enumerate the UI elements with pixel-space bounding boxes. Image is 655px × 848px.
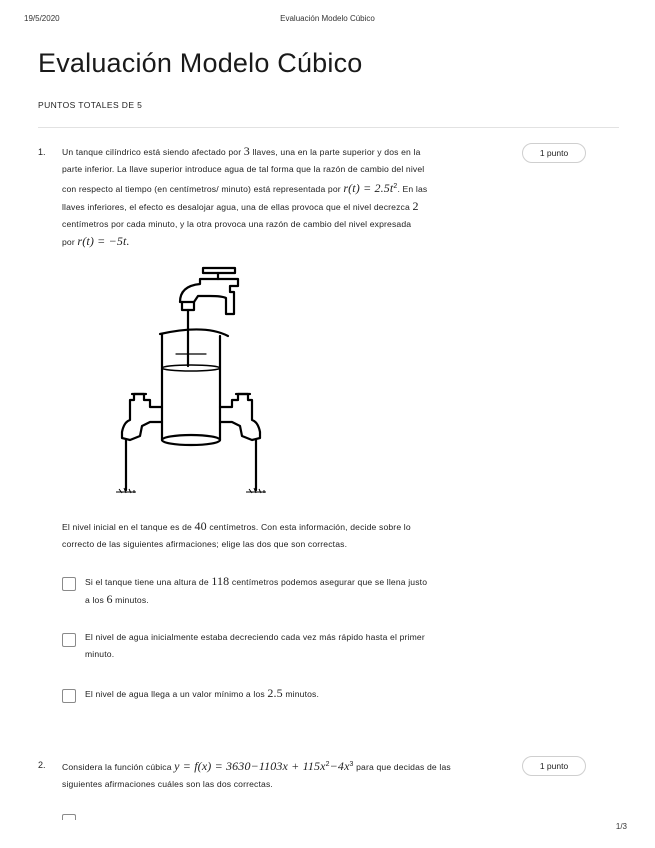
page-title: Evaluación Modelo Cúbico <box>38 48 363 78</box>
option-cut-checkbox[interactable] <box>62 814 76 820</box>
question-1-text: Un tanque cilíndrico está siendo afectado por 3 llaves, una en la parte superior y dos en la parte inferior. La llave superior introduce agua de tal forma que la razón de cambio del nivel con respecto al tiempo (en centímetros/ minuto) está representada por $r(t) = 2.5t^2$. En las llaves inferiores, el efecto es desalojar agua, una de ellas provoca que el nivel decrezca 2 centímetros por cada minuto, y la otra provoca una razón de cambio del nivel expresada por r(t) = −5t. <box>62 144 428 248</box>
question-1-points-badge: 1 punto <box>522 143 586 163</box>
print-date: 19/5/2020 <box>24 14 60 23</box>
page-number: 1/3 <box>615 822 627 831</box>
question-2-points-badge: 1 punto <box>522 756 586 776</box>
question-2-number: 2. <box>38 760 46 770</box>
cylindrical-tank-icon <box>160 329 228 445</box>
bottom-right-faucet-icon <box>220 394 260 490</box>
option-2-checkbox[interactable] <box>62 633 76 647</box>
question-1-number: 1. <box>38 147 46 157</box>
total-points: PUNTOS TOTALES DE 5 <box>38 100 143 110</box>
water-splash-icon <box>116 488 266 493</box>
option-3-checkbox[interactable] <box>62 689 76 703</box>
option-1-checkbox[interactable] <box>62 577 76 591</box>
tank-illustration <box>110 262 280 502</box>
print-header-title: Evaluación Modelo Cúbico <box>280 14 375 23</box>
option-3-label: El nivel de agua llega a un valor mínimo a los 2.5 minutos. <box>85 686 320 700</box>
option-1-label: Si el tanque tiene una altura de 118 centímetros podemos asegurar que se llena justo a los 6 minutos. <box>85 574 428 606</box>
bottom-left-faucet-icon <box>122 394 162 490</box>
question-2-text: Considera la función cúbica $y = f(x) = 3630-1103x + 115x^2-4x^3$ para que decidas de las siguientes afirmaciones cuáles son las dos correctas. <box>62 758 451 789</box>
question-1-followup: El nivel inicial en el tanque es de 40 centímetros. Con esta información, decide sobre lo correcto de las siguientes afirmaciones; elige las dos que son correctas. <box>62 519 411 549</box>
option-2-label: El nivel de agua inicialmente estaba decreciendo cada vez más rápido hasta el primer minuto. <box>85 632 425 659</box>
divider <box>38 127 619 128</box>
top-faucet-icon <box>180 268 238 366</box>
